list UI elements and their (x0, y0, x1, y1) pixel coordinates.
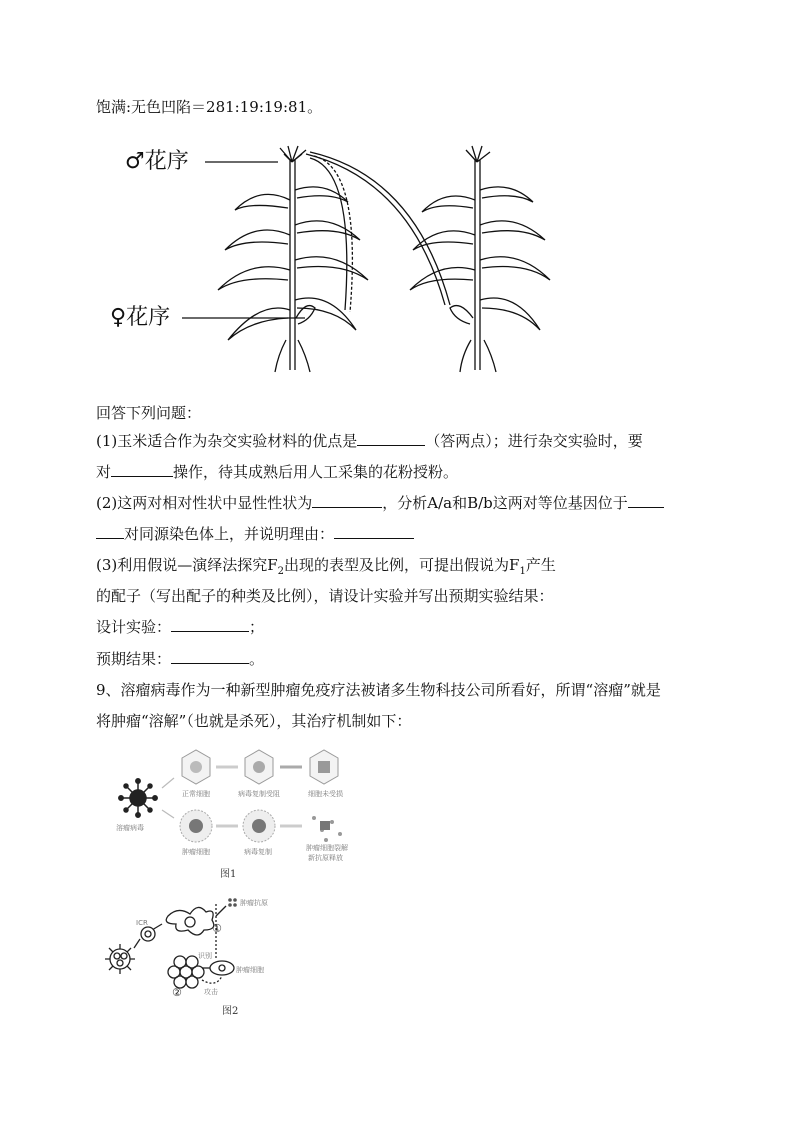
female-inflorescence-label: ♀花序 (110, 305, 171, 330)
tumor-antigen-label: 肿瘤抗原 (240, 899, 268, 907)
question-2-line-2 (96, 524, 414, 544)
result-answer-blank[interactable] (171, 649, 249, 664)
result-label: 预期结果： (96, 650, 172, 668)
q1-text-c: 对 (96, 463, 112, 481)
cell-intact-label: 细胞未受损 (308, 790, 343, 798)
q3-subscript-1: 1 (519, 566, 526, 577)
q1-text-a: (1)玉米适合作为杂交实验材料的优点是 (96, 432, 358, 450)
answer-prompt: 回答下列问题： (96, 404, 202, 422)
figure-1-caption: 图1 (220, 869, 237, 880)
q1-text-d: 操作，待其成熟后用人工采集的花粉授粉。 (173, 463, 459, 481)
question-3-line-1 (96, 555, 556, 582)
male-inflorescence-label: ♂花序 (125, 149, 189, 174)
design-label: 设计实验： (96, 618, 172, 636)
design-end: ； (249, 618, 265, 636)
figure-2-caption: 图2 (222, 1006, 239, 1017)
marker-2: ② (172, 986, 182, 999)
question-1-line-2 (96, 462, 458, 482)
q1-answer-blank-1[interactable] (357, 431, 425, 446)
tumor-lysis-label-2: 新抗原释放 (308, 854, 343, 862)
normal-cell-label: 正常细胞 (182, 790, 210, 798)
oncolytic-virus-icon (119, 779, 157, 817)
question-3-line-2: 的配子（写出配子的种类及比例），请设计实验并写出预期实验结果： (96, 587, 554, 605)
q2-answer-blank-3[interactable] (334, 524, 414, 539)
q3-subscript-2: 2 (277, 566, 285, 577)
question-9-line-1: 9、溶瘤病毒作为一种新型肿瘤免疫疗法被诸多生物科技公司所看好，所谓“溶瘤”就是 (96, 681, 661, 699)
q3-text-c: 产生 (525, 556, 556, 574)
q1-answer-blank-2[interactable] (111, 462, 173, 477)
q2-answer-blank-1[interactable] (312, 493, 382, 508)
q3-text-b: 出现的表型及比例，可提出假说为F (284, 556, 520, 574)
question-2-line-1 (96, 493, 664, 513)
question-3-result (96, 649, 264, 669)
q3-text-a: (3)利用假说—演绎法探究F (96, 556, 278, 574)
tumor-lysis-label-1: 肿瘤细胞裂解 (306, 844, 348, 852)
result-end: 。 (249, 650, 265, 668)
question-1-line-1 (96, 431, 643, 451)
design-answer-blank[interactable] (171, 617, 249, 632)
corn-cross-figure (110, 140, 570, 380)
virus-blocked-label: 病毒复制受阻 (238, 790, 280, 798)
icr-label: ICR (136, 919, 148, 927)
q1-text-b: （答两点）；进行杂交实验时，要 (425, 432, 643, 450)
question-3-design (96, 617, 264, 637)
question-9-line-2: 将肿瘤“溶解”（也就是杀死），其治疗机制如下： (96, 712, 412, 730)
q2-text-b: ，分析A/a和B/b这两对等位基因位于 (382, 494, 628, 512)
marker-1: ① (212, 922, 222, 935)
figure-1-oncolytic-mechanism (110, 738, 370, 883)
tumor-cell-label-fig2: 肿瘤细胞 (236, 966, 264, 974)
recognize-label: 识别 (198, 952, 212, 960)
q2-answer-blank-2a[interactable] (628, 493, 664, 508)
figure-2-immune-response (98, 884, 328, 1019)
virus-label: 溶瘤病毒 (116, 824, 144, 832)
attack-label: 攻击 (204, 988, 218, 996)
ratio-text: 饱满:无色凹陷＝281:19:19:81。 (96, 98, 323, 116)
virus-replicate-label: 病毒复制 (244, 848, 272, 856)
q2-answer-blank-2b[interactable] (96, 524, 124, 539)
corn-illustration (110, 140, 570, 380)
q2-text-a: (2)这两对相对性状中显性性状为 (96, 494, 313, 512)
q2-text-c: 对同源染色体上，并说明理由： (124, 525, 335, 543)
tumor-cell-label: 肿瘤细胞 (182, 848, 210, 856)
